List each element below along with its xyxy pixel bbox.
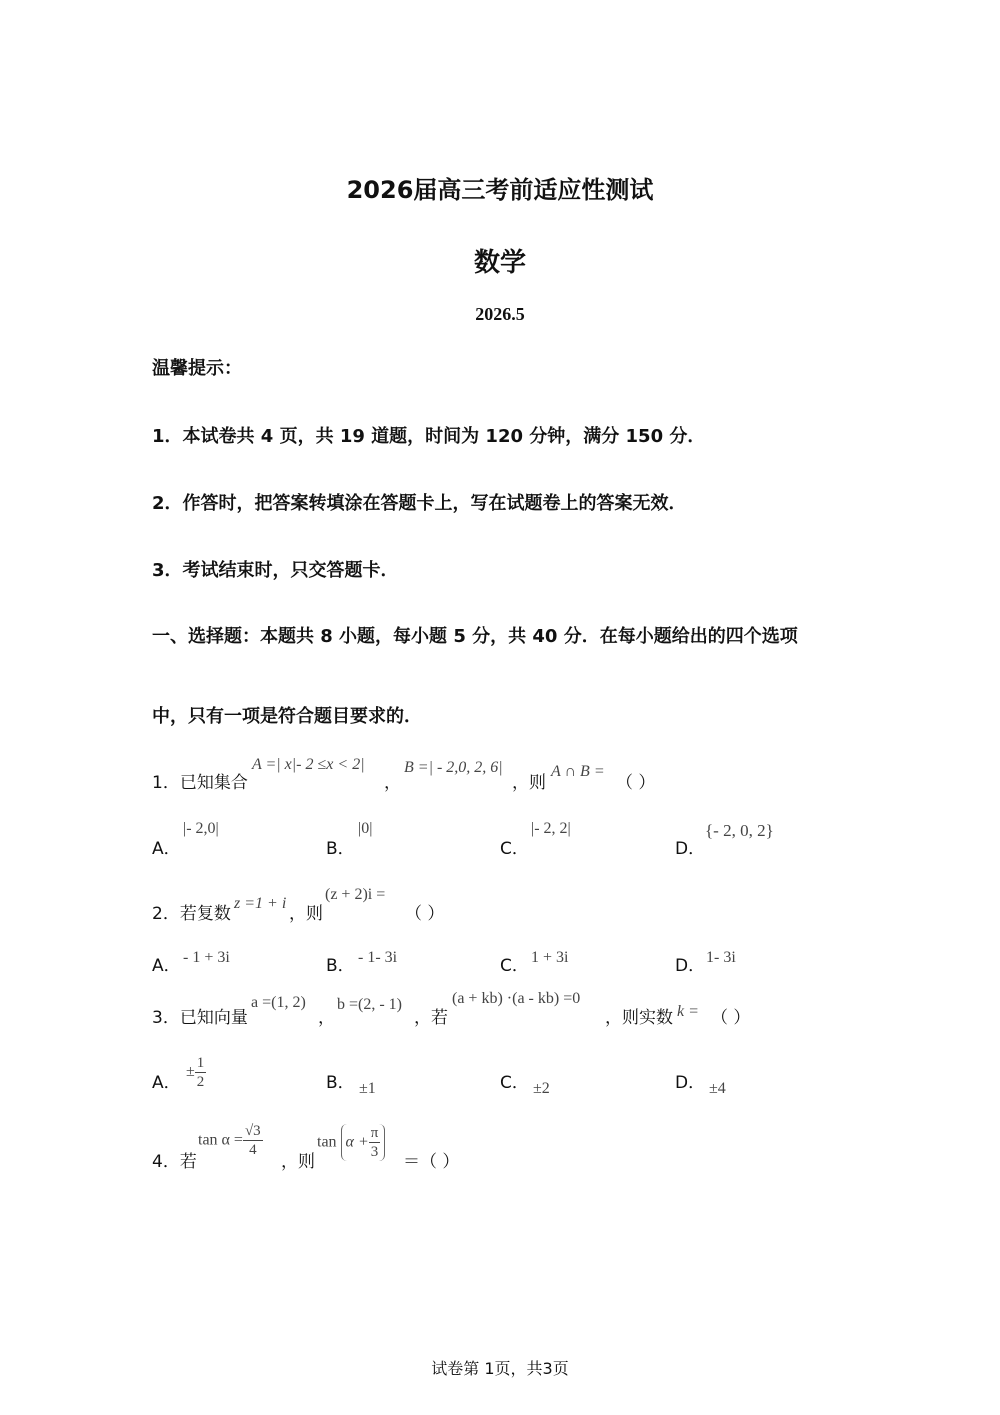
q4-tan-fraction <box>243 1122 263 1159</box>
q2-expr1: z =1 + i <box>234 895 287 912</box>
q4-tan-expr <box>198 1122 263 1159</box>
q4-pi-fraction <box>369 1124 381 1161</box>
q3-option-a-sign: ± <box>186 1063 195 1081</box>
q2-option-a-value: - 1 + 3i <box>183 949 230 966</box>
notice-item-2: 2．作答时，把答案转填涂在答题卡上，写在试题卷上的答案无效． <box>152 493 687 514</box>
exam-title: 2026届高三考前适应性测试 <box>346 176 654 204</box>
q1-set-a: A =| x|- 2 ≤x < 2| <box>252 756 365 773</box>
q4-paren-group <box>341 1124 386 1161</box>
q3-option-b-value: ±1 <box>359 1080 376 1097</box>
q1-option-b-label: B． <box>326 839 355 859</box>
q3-option-b-label: B． <box>326 1073 355 1093</box>
q3-option-d-label: D． <box>675 1073 706 1093</box>
q1-set-b: B =| - 2,0, 2, 6| <box>404 759 503 776</box>
q2-option-b-label: B． <box>326 956 355 976</box>
q4-tan2-expr <box>317 1124 385 1161</box>
notice-item-1: 1．本试卷共 4 页，共 19 道题，时间为 120 分钟，满分 150 分． <box>152 426 706 447</box>
q4-end: ＝（ ） <box>403 1152 460 1172</box>
q3-answer-bracket: （ ） <box>711 1008 751 1028</box>
q1-option-c-value: |- 2, 2| <box>531 820 571 837</box>
q1-option-b-value: |0| <box>358 820 373 837</box>
section1-line2: 中，只有一项是符合题目要求的． <box>152 706 422 727</box>
q1-sep1: ， <box>384 773 401 793</box>
q2-option-d-label: D． <box>675 956 706 976</box>
q3-option-a-numerator: 1 <box>196 1055 205 1071</box>
q1-prefix: 1．已知集合 <box>152 773 248 793</box>
q2-answer-bracket: （ ） <box>405 904 445 924</box>
q4-tan2-label: tan <box>317 1133 337 1151</box>
q3-option-c-value: ±2 <box>533 1080 550 1097</box>
q1-option-a-label: A． <box>152 839 181 859</box>
q1-option-a-value: |- 2,0| <box>183 820 219 837</box>
page-footer: 试卷第 1页，共3页 <box>431 1359 569 1378</box>
q3-option-a-value <box>186 1054 206 1091</box>
q3-expr4: k = <box>677 1003 699 1020</box>
q3-end: ，则实数 <box>605 1008 673 1028</box>
q3-option-c-label: C． <box>500 1073 529 1093</box>
q4-mid: ，则 <box>281 1152 315 1172</box>
q2-option-b-value: - 1- 3i <box>358 949 398 966</box>
q2-mid: ，则 <box>289 904 323 924</box>
q3-sep1: ， <box>318 1008 335 1028</box>
q3-option-a-denominator: 2 <box>196 1074 205 1090</box>
q2-option-d-value: 1- 3i <box>706 949 736 966</box>
q3-expr3: (a + kb) ·(a - kb) =0 <box>452 990 581 1007</box>
q4-tan-label: tan α = <box>198 1131 243 1149</box>
exam-date: 2026.5 <box>475 304 525 324</box>
q3-option-d-value: ±4 <box>709 1080 726 1097</box>
q3-option-a-fraction <box>195 1054 207 1091</box>
q3-expr1: a =(1, 2) <box>251 994 306 1011</box>
q1-expr: A ∩ B = <box>551 763 605 780</box>
q1-sep2: ，则 <box>512 773 546 793</box>
q2-option-c-value: 1 + 3i <box>531 949 569 966</box>
q4-prefix: 4．若 <box>152 1152 197 1172</box>
q4-pi-numerator: π <box>370 1125 379 1141</box>
q1-option-c-label: C． <box>500 839 529 859</box>
notice-item-3: 3．考试结束时，只交答题卡． <box>152 560 399 581</box>
q1-option-d-label: D． <box>675 839 706 859</box>
q1-answer-bracket: （ ） <box>616 773 656 793</box>
q2-option-a-label: A． <box>152 956 181 976</box>
section1-line1: 一、选择题：本题共 8 小题，每小题 5 分，共 40 分．在每小题给出的四个选项 <box>152 626 798 647</box>
q2-prefix: 2．若复数 <box>152 904 231 924</box>
q4-paren-inner: α + <box>345 1133 369 1151</box>
q4-pi-denominator: 3 <box>370 1144 379 1160</box>
subject-title: 数学 <box>473 248 526 278</box>
q3-mid: ，若 <box>414 1008 448 1028</box>
q1-option-d-value: {- 2, 0, 2} <box>705 821 774 840</box>
q4-tan-denominator: 4 <box>249 1142 257 1158</box>
q2-expr2: (z + 2)i = <box>325 886 386 903</box>
q4-tan-numerator: √3 <box>244 1123 261 1139</box>
q3-prefix: 3．已知向量 <box>152 1008 248 1028</box>
q3-option-a-label: A． <box>152 1073 181 1093</box>
notice-heading: 温馨提示： <box>152 358 242 379</box>
q2-option-c-label: C． <box>500 956 529 976</box>
q3-expr2: b =(2, - 1) <box>337 996 403 1013</box>
